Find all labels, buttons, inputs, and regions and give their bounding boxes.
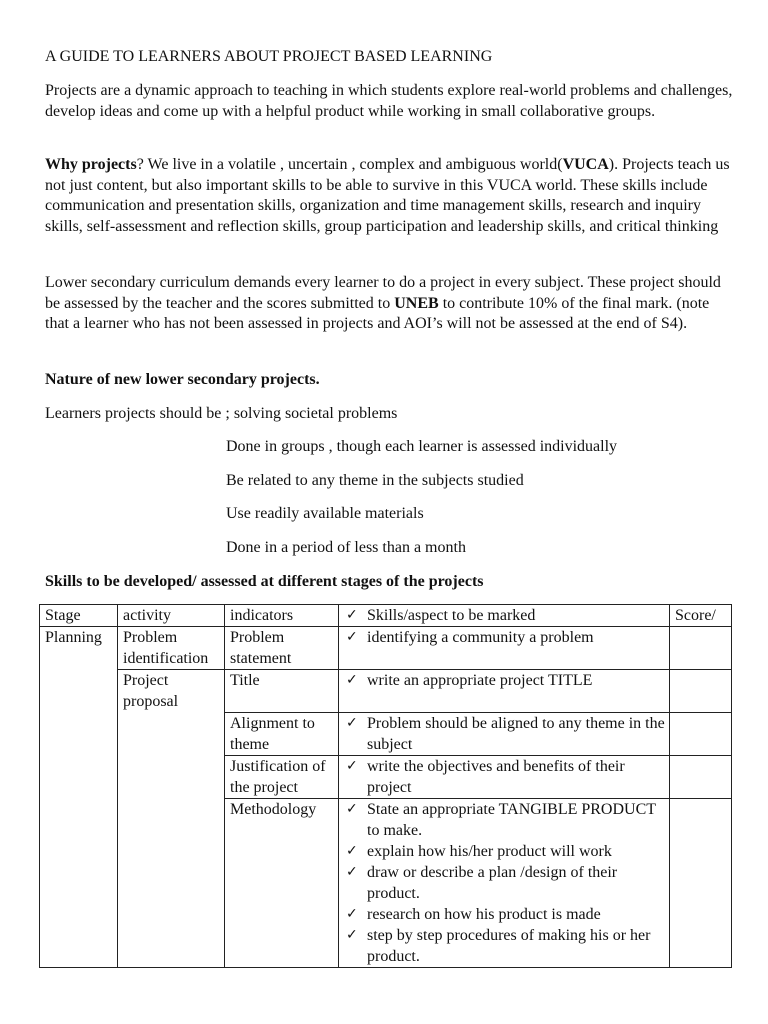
score-cell: [670, 712, 732, 755]
skill-item: ✓ identifying a community a problem: [346, 629, 594, 646]
indicator-cell: Title: [225, 670, 339, 713]
nature-item: Be related to any theme in the subjects studied: [226, 472, 524, 489]
skill-item: ✓ Problem should be aligned to any theme in the subject: [346, 714, 665, 753]
header-score: Score/: [670, 605, 732, 627]
stage-cell: [40, 798, 118, 967]
activity-cell: Problem identification: [118, 627, 225, 670]
score-cell: [670, 798, 732, 967]
skills-assessment-table: [39, 604, 732, 968]
skills-cell: [339, 798, 670, 967]
check-icon: ✓: [346, 842, 358, 859]
header-indicators: indicators: [225, 605, 339, 627]
nature-intro: Learners projects should be ; solving societal problems: [45, 405, 398, 422]
curriculum-text-b: to contribute 10% of the final mark. (note that a learner who has not been assessed in projects and AOI’s will not be assessed at the end of S4).: [45, 294, 710, 333]
skills-cell: [339, 712, 670, 755]
why-projects-lead: Why projects: [45, 156, 137, 173]
check-icon: ✓: [346, 714, 358, 731]
activity-cell: [118, 798, 225, 967]
indicator-cell: Methodology: [225, 798, 339, 967]
check-icon: ✓: [346, 800, 358, 817]
nature-heading: Nature of new lower secondary projects.: [45, 371, 320, 388]
activity-cell: [118, 712, 225, 755]
table-row: [40, 712, 732, 755]
stage-cell: [40, 670, 118, 713]
vuca-term: VUCA: [562, 156, 609, 173]
skill-item: ✓ write an appropriate project TITLE: [346, 672, 593, 689]
skills-cell: [339, 670, 670, 713]
uneb-term: UNEB: [394, 294, 439, 312]
indicator-cell: Justification of the project: [225, 755, 339, 798]
header-stage: Stage: [40, 605, 118, 627]
skills-heading: Skills to be developed/ assessed at different stages of the projects: [45, 573, 484, 590]
table-header-row: [40, 605, 732, 627]
header-skills: [339, 605, 670, 627]
nature-item: Use readily available materials: [226, 505, 424, 522]
activity-cell: Project proposal: [118, 670, 225, 713]
skill-item: ✓ State an appropriate TANGIBLE PRODUCT to make.: [346, 800, 656, 839]
indicator-cell: Problem statement: [225, 627, 339, 670]
skill-item: ✓ write the objectives and benefits of their project: [346, 757, 625, 796]
check-icon: ✓: [346, 607, 358, 623]
score-cell: [670, 670, 732, 713]
check-icon: ✓: [346, 629, 358, 645]
stage-cell: [40, 755, 118, 798]
score-cell: [670, 755, 732, 798]
curriculum-text-a: Lower secondary curriculum demands every learner to do a project in every subject. These project should be assessed by the teacher and the scores submitted to: [45, 274, 721, 312]
nature-item: Done in a period of less than a month: [226, 539, 466, 556]
skill-item: ✓ draw or describe a plan /design of their product.: [346, 863, 618, 902]
intro-paragraph: Projects are a dynamic approach to teaching in which students explore real-world problems and challenges, develop ideas and come up with a helpful product while working in small collaborative groups.: [45, 82, 733, 120]
skill-item: ✓ explain how his/her product will work: [346, 842, 612, 860]
why-projects-paragraph: [45, 155, 735, 237]
skill-item: ✓ step by step procedures of making his or her product.: [346, 926, 651, 965]
skills-cell: [339, 755, 670, 798]
why-projects-text-b: ). Projects teach us not just content, but also important skills to be able to survive in this VUCA world. These skills include communication and presentation skills, organization and time management skills, research and inquiry skills, self-assessment and reflection skills, group participation and leadership skills, and critical thinking: [45, 156, 730, 235]
document-title: A GUIDE TO LEARNERS ABOUT PROJECT BASED LEARNING: [45, 48, 493, 65]
header-activity: activity: [118, 605, 225, 627]
table-row: [40, 755, 732, 798]
check-icon: ✓: [346, 672, 358, 688]
check-icon: ✓: [346, 757, 358, 774]
nature-item: Done in groups , though each learner is assessed individually: [226, 438, 618, 455]
table-row: [40, 627, 732, 670]
skills-cell: [339, 627, 670, 670]
indicator-cell: Alignment to theme: [225, 712, 339, 755]
header-skills-label: Skills/aspect to be marked: [367, 607, 536, 624]
skill-item: ✓ research on how his product is made: [346, 905, 601, 923]
check-icon: ✓: [346, 905, 358, 922]
curriculum-paragraph: [45, 273, 735, 335]
stage-cell: [40, 712, 118, 755]
score-cell: [670, 627, 732, 670]
table-row: [40, 670, 732, 713]
stage-cell: Planning: [40, 627, 118, 670]
table-row: [40, 798, 732, 967]
check-icon: ✓: [346, 863, 358, 880]
why-projects-text-a: ? We live in a volatile , uncertain , complex and ambiguous world(: [136, 156, 563, 173]
activity-cell: [118, 755, 225, 798]
check-icon: ✓: [346, 926, 358, 943]
